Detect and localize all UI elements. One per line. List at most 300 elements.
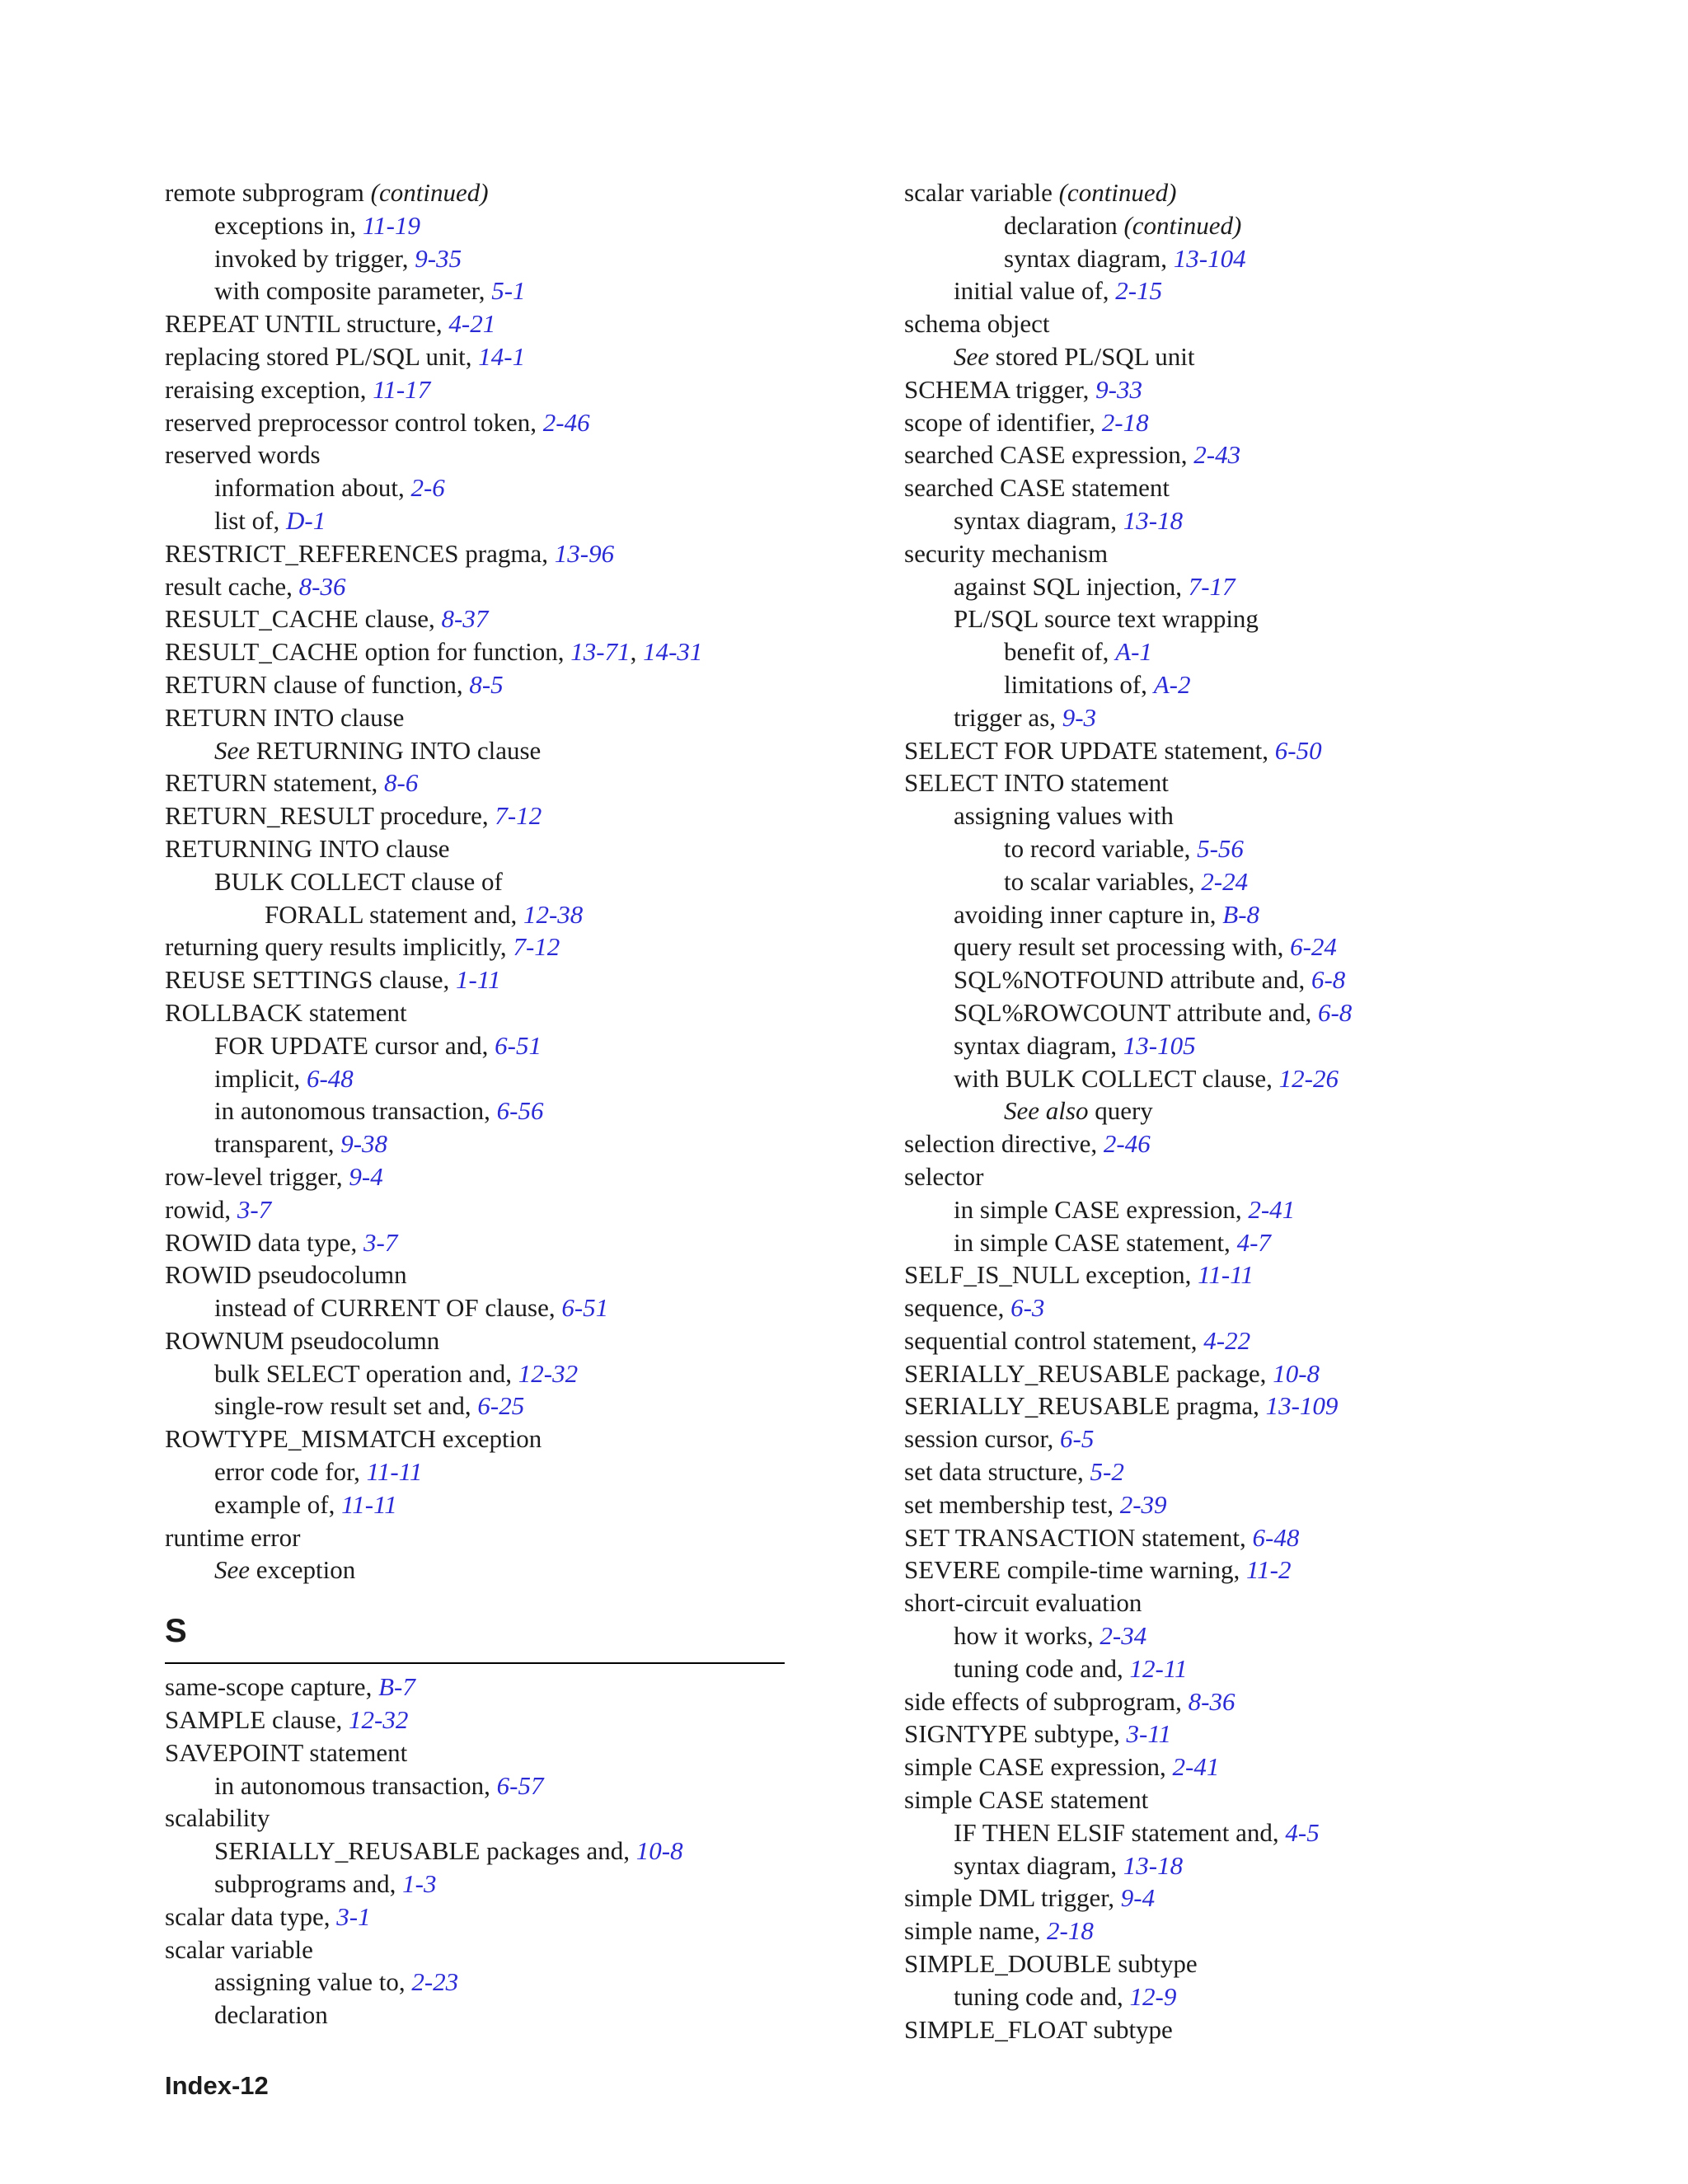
index-entry-term: bulk SELECT operation and, [214,1358,513,1388]
index-entry-term: REPEAT UNTIL structure, [165,309,443,339]
see-reference-label: See [954,341,990,371]
page-reference-link[interactable]: 2-24 [1201,866,1249,896]
index-entry [165,799,791,832]
index-entry [904,832,1531,865]
page-reference-link[interactable]: 3-1 [336,1901,371,1931]
index-entry-term: SIGNTYPE subtype, [904,1719,1120,1749]
index-entry-term: trigger as, [954,702,1056,732]
index-entry [904,635,1531,668]
index-entry-term: replacing stored PL/SQL unit, [165,341,472,371]
page-reference-link[interactable]: 10-8 [1273,1358,1320,1388]
index-entry [165,340,791,373]
index-entry [904,471,1531,504]
index-entry-term: RETURNING INTO clause [165,833,450,863]
page-reference-link[interactable]: 5-56 [1197,833,1244,863]
page-reference-link[interactable]: 13-18 [1123,505,1184,535]
index-entry [904,930,1531,963]
page-reference-link[interactable]: 6-48 [1252,1522,1300,1552]
index-entry-term: query [1095,1096,1153,1126]
page-reference-link[interactable]: 2-46 [542,407,590,437]
index-entry-term: SIMPLE_DOUBLE subtype [904,1949,1198,1979]
index-entry-term: in autonomous transaction, [214,1770,490,1800]
page-reference-link[interactable]: 5-1 [491,276,526,306]
page-reference-link[interactable]: 2-23 [411,1967,459,1997]
page-reference-link[interactable]: D-1 [285,505,326,535]
index-entry-term: example of, [214,1489,335,1519]
page-reference-link[interactable]: 6-48 [306,1063,354,1093]
page-reference-link[interactable]: 12-26 [1278,1063,1339,1093]
page-reference-link[interactable]: 3-7 [363,1227,398,1257]
index-entry-term: simple DML trigger, [904,1883,1115,1913]
page-reference-link[interactable]: 9-4 [1120,1883,1156,1913]
index-entry-term: ROWNUM pseudocolumn [165,1325,440,1355]
index-entry [165,1521,791,1554]
index-entry-term: stored PL/SQL unit [995,341,1195,371]
index-entry [904,1816,1531,1849]
index-entry [165,1160,791,1193]
page-reference-link[interactable]: 6-8 [1317,997,1353,1027]
index-entry-term: SEVERE compile-time warning, [904,1555,1240,1585]
index-entry [904,602,1531,635]
index-entry-term: query result set processing with, [954,932,1284,962]
index-entry-term: ROWTYPE_MISMATCH exception [165,1424,542,1454]
index-entry-term: tuning code and, [954,1981,1123,2011]
continued-note: (continued) [1058,178,1177,207]
continued-note: (continued) [1123,210,1242,240]
index-entry-term: syntax diagram, [954,505,1118,535]
index-entry [165,274,791,307]
index-entry [904,1455,1531,1488]
index-entry-term: scalar data type, [165,1901,331,1931]
index-entry-term: to scalar variables, [1004,866,1195,896]
index-entry-term: benefit of, [1004,637,1109,667]
index-column-right [904,176,1531,2046]
index-entry [904,1980,1531,2013]
index-entry-term: IF THEN ELSIF statement and, [954,1817,1279,1847]
index-entry [165,766,791,799]
index-entry [904,865,1531,898]
page-reference-link[interactable]: 9-3 [1062,702,1097,732]
index-entry-term: ROWID pseudocolumn [165,1260,407,1290]
index-entry-term: initial value of, [954,276,1109,306]
index-entry-term: searched CASE statement [904,473,1170,503]
page-reference-link[interactable]: 4-22 [1203,1325,1251,1355]
index-entry [904,1029,1531,1062]
index-entry-term: rowid, [165,1194,232,1224]
index-entry-term: PL/SQL source text wrapping [954,604,1259,634]
continued-note: (continued) [370,178,489,207]
page-reference-link[interactable]: 13-18 [1123,1850,1184,1880]
index-entry [165,1999,791,2032]
index-entry [904,406,1531,439]
page-reference-link[interactable]: 4-5 [1285,1817,1320,1847]
index-entry-term: selector [904,1161,984,1191]
index-entry-term: scalability [165,1803,270,1833]
page-reference-link[interactable]: 6-57 [496,1770,544,1800]
index-entry [904,1586,1531,1619]
index-entry [165,176,791,209]
page-reference-link[interactable]: 6-8 [1311,965,1346,995]
index-entry [904,1915,1531,1947]
index-entry [165,1455,791,1488]
page-reference-link[interactable]: 6-5 [1060,1424,1095,1454]
index-entry [165,1127,791,1160]
index-entry [904,1488,1531,1521]
page-reference-link[interactable]: 2-46 [1103,1129,1151,1159]
index-entry [165,1966,791,1999]
index-entry-term: subprograms and, [214,1869,396,1899]
index-entry [904,766,1531,799]
page-reference-link[interactable]: 8-6 [384,768,419,798]
page-reference-link[interactable]: 13-104 [1173,243,1246,273]
index-entry-term: single-row result set and, [214,1391,471,1421]
index-entry-term: syntax diagram, [954,1030,1118,1060]
index-entry [904,373,1531,406]
page-reference-link[interactable]: 7-17 [1188,571,1236,601]
index-entry [165,406,791,439]
index-entry [165,1193,791,1226]
index-entry-term: SCHEMA trigger, [904,374,1090,404]
index-entry [904,668,1531,701]
index-entry [904,1127,1531,1160]
page-reference-link[interactable]: 8-36 [1188,1686,1236,1716]
index-entry [165,701,791,734]
page-reference-link[interactable]: 8-37 [441,604,489,634]
index-entry-term: reraising exception, [165,374,367,404]
index-column-left [165,176,791,2032]
index-entry [165,930,791,963]
index-entry [904,701,1531,734]
index-entry [904,209,1531,242]
index-entry-term: sequence, [904,1293,1005,1323]
page-reference-link[interactable]: 2-18 [1101,407,1149,437]
index-entry [904,996,1531,1029]
index-section-heading: S [165,1615,785,1664]
page-reference-link[interactable]: 14-1 [478,341,526,371]
page-reference-link[interactable]: 8-36 [298,571,346,601]
index-entry-term: SERIALLY_REUSABLE pragma, [904,1391,1259,1421]
page-reference-link[interactable]: 7-12 [495,801,542,831]
page-reference-link[interactable]: 13-109 [1265,1391,1339,1421]
page-reference-link[interactable]: 6-50 [1274,735,1322,765]
index-entry-term: session cursor, [904,1424,1054,1454]
index-entry-term: REUSE SETTINGS clause, [165,965,450,995]
index-entry-term: searched CASE expression, [904,440,1188,470]
index-entry-term: information about, [214,473,405,503]
index-entry [165,1868,791,1900]
index-entry [904,242,1531,275]
index-entry-term: against SQL injection, [954,571,1182,601]
index-entry [904,274,1531,307]
index-entry [165,602,791,635]
page-reference-link[interactable]: 3-7 [237,1194,272,1224]
index-entry [904,1258,1531,1291]
index-entry-term: result cache, [165,571,293,601]
page-reference-link[interactable]: 12-11 [1129,1653,1188,1683]
index-entry [904,537,1531,570]
index-entry-term: with BULK COLLECT clause, [954,1063,1273,1093]
page-reference-link[interactable]: 6-56 [496,1096,544,1126]
index-entry: RESULT_CACHE option for function, 13-71, 14-31 [165,637,703,667]
index-entry [165,1357,791,1390]
see-reference-label: See [214,1555,251,1585]
index-entry-term: avoiding inner capture in, [954,899,1217,929]
index-entry-term: security mechanism [904,538,1109,568]
index-entry [165,537,791,570]
index-entry-term: implicit, [214,1063,301,1093]
page-reference-link[interactable]: 6-25 [477,1391,525,1421]
page-reference-link[interactable]: 9-35 [415,243,462,273]
index-entry [165,570,791,603]
index-entry-term: set membership test, [904,1489,1114,1519]
page-reference-link[interactable]: 2-18 [1047,1916,1094,1946]
index-entry-term: SQL%NOTFOUND attribute and, [954,965,1306,995]
index-entry-term: syntax diagram, [954,1850,1118,1880]
index-entry-term: reserved preprocessor control token, [165,407,537,437]
index-entry-term: limitations of, [1004,669,1147,699]
index-entry [904,1160,1531,1193]
page-reference-link[interactable]: 8-5 [469,669,504,699]
index-entry-term: RESULT_CACHE clause, [165,604,435,634]
page-reference-link[interactable]: B-7 [378,1672,415,1702]
page-reference-link[interactable]: 4-21 [448,309,496,339]
page-reference-link[interactable]: 7-12 [513,932,560,962]
index-entry-term: scope of identifier, [904,407,1096,437]
index-entry [904,1783,1531,1816]
page-reference-link[interactable]: 4-7 [1236,1227,1271,1257]
index-entry-term: tuning code and, [954,1653,1123,1683]
index-entry [904,176,1531,209]
index-entry [165,865,791,898]
page-reference-link[interactable]: 12-32 [349,1705,409,1735]
page-reference-link[interactable]: A-1 [1115,637,1152,667]
index-entry-term: simple CASE statement [904,1785,1149,1815]
index-entry-term: selection directive, [904,1129,1098,1159]
index-entry-term: syntax diagram, [1004,243,1168,273]
index-entry-term: declaration [214,2000,328,2030]
index-entry [904,1357,1531,1390]
index-entry-term: BULK COLLECT clause of [214,866,503,896]
index-entry-term: in simple CASE statement, [954,1227,1231,1257]
index-entry [165,438,791,471]
index-entry-term: instead of CURRENT OF clause, [214,1293,556,1323]
index-entry-term: declaration [1004,210,1118,240]
index-entry [904,1291,1531,1324]
page-reference-link[interactable]: 9-38 [340,1129,388,1159]
page-reference-link[interactable]: 12-38 [523,899,584,929]
index-entry-term: set data structure, [904,1457,1084,1487]
index-entry [904,1750,1531,1783]
page-reference-link[interactable]: 2-41 [1172,1752,1220,1782]
index-entry-term: side effects of subprogram, [904,1686,1182,1716]
page-reference-link[interactable]: 6-24 [1290,932,1337,962]
page-reference-link[interactable]: 13-105 [1123,1030,1196,1060]
index-entry [165,1769,791,1802]
page-reference-link[interactable]: 3-11 [1126,1719,1172,1749]
page-footer-label: Index-12 [165,2071,269,2100]
index-entry [165,1062,791,1095]
index-entry-term: RETURN_RESULT procedure, [165,801,489,831]
index-entry-term: SELF_IS_NULL exception, [904,1260,1192,1290]
index-entry-term: row-level trigger, [165,1161,343,1191]
index-entry [165,504,791,537]
index-entry-term: how it works, [954,1621,1094,1651]
index-entry [904,1226,1531,1259]
index-entry-term: exception [256,1555,356,1585]
index-entry [165,1094,791,1127]
index-entry [904,438,1531,471]
index-entry [165,1835,791,1868]
index-entry [165,1291,791,1324]
index-entry [165,1390,791,1422]
page-reference-link[interactable]: 2-6 [410,473,445,503]
page-reference-link[interactable]: 2-34 [1100,1621,1147,1651]
index-entry-term: list of, [214,505,280,535]
page-reference-link[interactable]: 11-19 [362,210,420,240]
index-entry [165,1802,791,1835]
page-reference-link[interactable]: 1-11 [456,965,501,995]
index-entry-term: assigning values with [954,801,1174,831]
index-entry [904,1094,1531,1127]
index-entry [165,1736,791,1769]
page-reference-link[interactable]: 13-71 [570,637,631,667]
index-entry [904,1324,1531,1357]
page-reference-link[interactable]: 2-43 [1193,440,1241,470]
index-entry [165,307,791,340]
page-reference-link[interactable]: 9-4 [349,1161,383,1191]
index-entry-term: RESULT_CACHE option for function, [165,637,565,667]
index-entry-term: error code for, [214,1457,360,1487]
page-reference-link[interactable]: 9-33 [1095,374,1142,404]
index-entry-term: SELECT FOR UPDATE statement, [904,735,1269,765]
index-entry [165,1324,791,1357]
index-entry [904,799,1531,832]
index-entry [165,242,791,275]
page-reference-link[interactable]: 10-8 [635,1836,683,1866]
page-reference-link[interactable]: 1-3 [402,1869,437,1899]
page-reference-link[interactable]: 13-96 [554,538,615,568]
index-entry [904,307,1531,340]
index-entry [165,209,791,242]
index-entry-term: SERIALLY_REUSABLE package, [904,1358,1267,1388]
index-entry [904,570,1531,603]
index-entry [165,1900,791,1933]
index-entry [904,1193,1531,1226]
index-entry-term: short-circuit evaluation [904,1588,1142,1618]
page-reference-link[interactable]: 12-9 [1129,1981,1177,2011]
index-entry-term: FOR UPDATE cursor and, [214,1030,489,1060]
index-entry-term: transparent, [214,1129,335,1159]
index-entry-term: in simple CASE expression, [954,1194,1242,1224]
index-entry [904,1882,1531,1915]
index-entry [165,1226,791,1259]
index-entry [165,996,791,1029]
index-entry-term: RESTRICT_REFERENCES pragma, [165,538,548,568]
index-entry [904,2013,1531,2046]
index-entry [904,1619,1531,1652]
index-entry-term: runtime error [165,1522,301,1552]
index-entry [165,1029,791,1062]
index-entry [165,1554,791,1586]
page-reference-link[interactable]: 6-3 [1010,1293,1045,1323]
index-entry-term: same-scope capture, [165,1672,373,1702]
index-entry-term: simple name, [904,1916,1041,1946]
index-entry-term: exceptions in, [214,210,357,240]
index-entry-term: RETURNING INTO clause [256,735,542,765]
page-reference-link[interactable]: 6-51 [495,1030,542,1060]
index-entry [165,1258,791,1291]
index-entry-term: RETURN clause of function, [165,669,463,699]
page-reference-link[interactable]: A-2 [1153,669,1191,699]
index-entry [904,1947,1531,1980]
page-reference-link[interactable]: 2-15 [1115,276,1163,306]
index-entry-term: ROWID data type, [165,1227,358,1257]
index-entry [165,471,791,504]
index-entry [165,1933,791,1966]
index-entry-term: schema object [904,309,1050,339]
index-entry-term: scalar variable [904,178,1053,207]
index-entry [904,1521,1531,1554]
index-entry-term: invoked by trigger, [214,243,409,273]
page-reference-link[interactable]: 6-51 [561,1293,609,1323]
index-entry [165,668,791,701]
index-entry [165,832,791,865]
index-entry-term: reserved words [165,440,321,470]
index-entry [904,1685,1531,1718]
index-entry-term: SQL%ROWCOUNT attribute and, [954,997,1312,1027]
page-reference-link[interactable]: B-8 [1222,899,1260,929]
page-reference-link[interactable]: 11-11 [341,1489,397,1519]
index-entry [904,1554,1531,1586]
index-entry-term: SAVEPOINT statement [165,1737,408,1767]
page-reference-link[interactable]: 12-32 [518,1358,579,1388]
index-entry-term: SET TRANSACTION statement, [904,1522,1246,1552]
see-reference-label: See also [1004,1096,1089,1126]
index-entry [165,1422,791,1455]
index-entry-term: with composite parameter, [214,276,485,306]
index-entry-term: ROLLBACK statement [165,997,407,1027]
index-entry [904,898,1531,931]
page-reference-link[interactable]: 2-41 [1248,1194,1296,1224]
index-entry-term: RETURN INTO clause [165,702,405,732]
index-entry [165,1704,791,1736]
index-entry-term: scalar variable [165,1934,313,1964]
page-reference-link[interactable]: 11-11 [1198,1260,1254,1290]
page-reference-link[interactable]: 14-31 [643,637,703,667]
index-entry [904,504,1531,537]
index-entry-term: in autonomous transaction, [214,1096,490,1126]
index-entry [165,963,791,996]
index-entry [165,734,791,767]
index-entry [165,898,791,931]
index-entry [904,734,1531,767]
page-reference-link[interactable]: 11-11 [366,1457,423,1487]
index-entry-term: RETURN statement, [165,768,378,798]
index-entry-term: SAMPLE clause, [165,1705,343,1735]
index-entry [165,373,791,406]
page-reference-link[interactable]: 11-17 [373,374,431,404]
index-entry-term: simple CASE expression, [904,1752,1166,1782]
index-entry-term: SELECT INTO statement [904,768,1169,798]
index-entry-term: assigning value to, [214,1967,406,1997]
page-reference-link[interactable]: 5-2 [1090,1457,1124,1487]
page-reference-link[interactable]: 11-2 [1245,1555,1292,1585]
index-entry [904,1849,1531,1882]
index-entry [904,1062,1531,1095]
page-reference-link[interactable]: 2-39 [1119,1489,1167,1519]
index-entry-term: remote subprogram [165,178,364,207]
index-entry [904,1652,1531,1685]
